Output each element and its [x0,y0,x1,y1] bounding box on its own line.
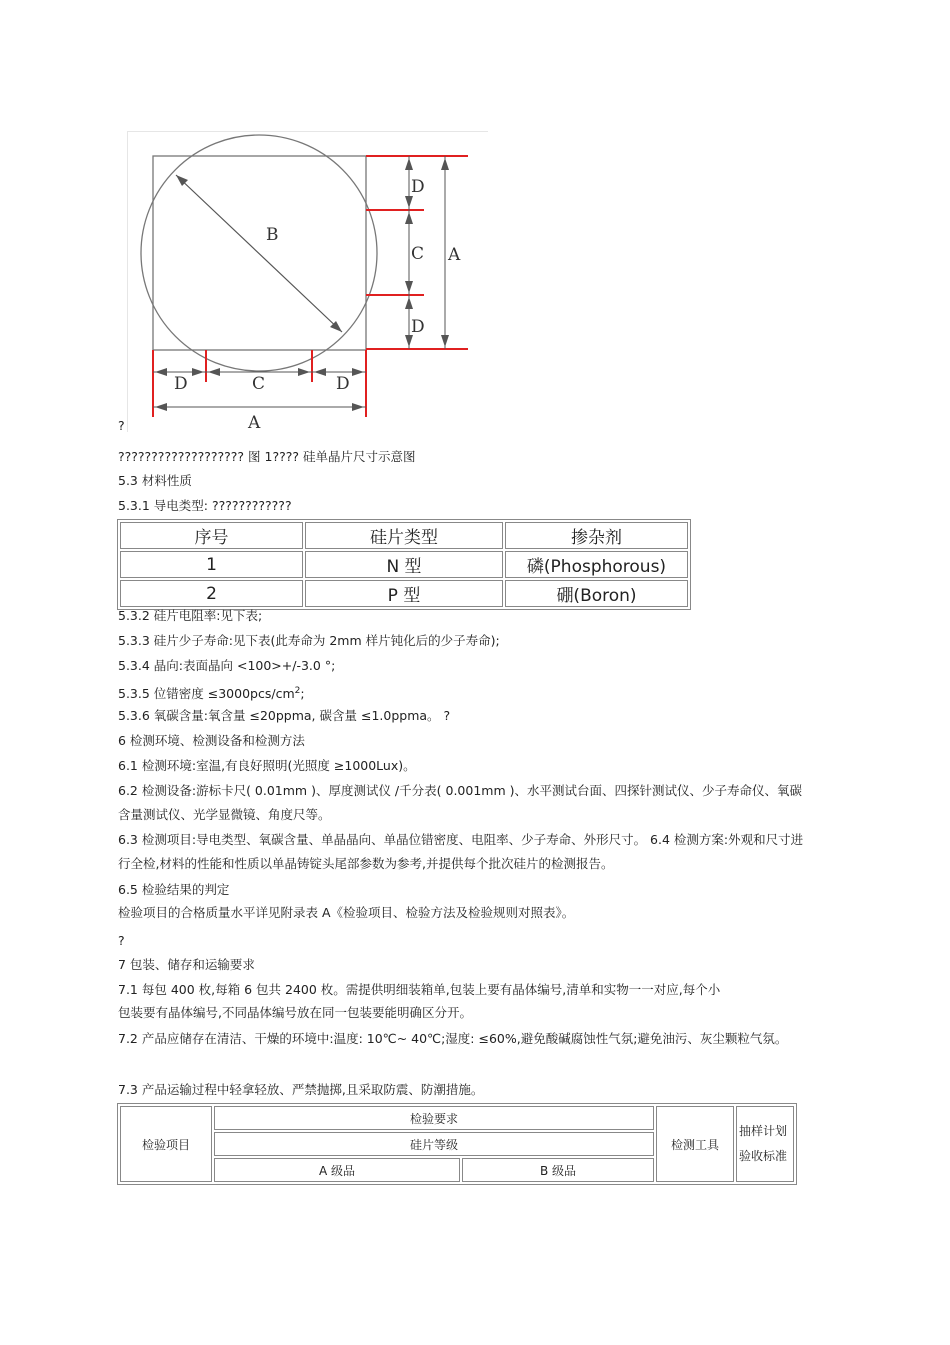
table-cell: P 型 [305,580,503,607]
grade-header: 硅片等级 [214,1132,654,1156]
sampling-header: 抽样计划验收标准 [736,1106,794,1182]
table-cell: 2 [120,580,303,607]
wafer-diagram [128,132,488,432]
label-d-top: D [411,177,425,197]
label-b: B [266,225,279,245]
table-row [120,1106,794,1130]
para-7-1-line2: 包装要有晶体编号,不同晶体编号放在同一包装要能明确区分开。 [118,1005,472,1020]
label-d-left: D [174,374,188,394]
label-a-right: A [448,245,461,265]
item-header: 检验项目 [120,1106,212,1182]
para-5-3-1: 5.3.1 导电类型: ???????????? [118,498,292,513]
figure-marker: ? [118,418,125,433]
table-header-row [120,522,688,549]
table-cell: 磷(Phosphorous) [505,551,688,578]
label-c-right: C [411,244,425,264]
para-6-5: 检验项目的合格质量水平详见附录表 A《检验项目、检验方法及检验规则对照表》。 [118,905,575,920]
question-mark: ? [118,933,125,948]
inspection-table [117,1103,797,1185]
table-cell: 硼(Boron) [505,580,688,607]
heading-6-5: 6.5 检验结果的判定 [118,882,230,897]
para-5-3-5-text: 5.3.5 位错密度 ≤3000pcs/cm [118,686,295,702]
para-5-3-5 [118,683,305,702]
heading-5-3: 5.3 材料性质 [118,473,192,488]
requirement-header: 检验要求 [214,1106,654,1130]
grade-a-header: A 级品 [214,1158,460,1182]
para-5-3-6: 5.3.6 氧碳含量:氧含量 ≤20ppma, 碳含量 ≤1.0ppma。 ? [118,708,451,723]
table-row [120,551,688,578]
header-cell: 掺杂剂 [505,522,688,549]
heading-6: 6 检测环境、检测设备和检测方法 [118,733,305,748]
superscript: 2 [294,686,301,696]
label-a-bottom: A [248,413,261,432]
label-d-bottom: D [411,317,425,337]
header-cell: 硅片类型 [305,522,503,549]
heading-7: 7 包装、储存和运输要求 [118,957,255,972]
table-cell: N 型 [305,551,503,578]
table-row [120,580,688,607]
grade-b-header: B 级品 [462,1158,654,1182]
para-6-1: 6.1 检测环境:室温,有良好照明(光照度 ≥1000Lux)。 [118,758,416,773]
para-5-3-3: 5.3.3 硅片少子寿命:见下表(此寿命为 2mm 样片钝化后的少子寿命); [118,633,500,648]
header-cell: 序号 [120,522,303,549]
conductivity-type-table [117,519,691,610]
para-7-3: 7.3 产品运输过程中轻拿轻放、严禁抛掷,且采取防震、防潮措施。 [118,1082,484,1097]
para-7-1-line1: 7.1 每包 400 枚,每箱 6 包共 2400 枚。需提供明细装箱单,包装上要有晶体编号,清单和实物一一对应,每个小 [118,982,721,997]
para-5-3-4: 5.3.4 晶向:表面晶向 <100>+/-3.0 °; [118,658,336,673]
label-c-bottom: C [252,374,266,394]
wafer-square [153,156,366,350]
para-5-3-5-end: ; [300,686,305,702]
para-5-3-2: 5.3.2 硅片电阻率:见下表; [118,608,263,623]
para-7-2: 7.2 产品应储存在清洁、干燥的环境中:温度: 10℃~ 40℃;湿度: ≤60%,避免酸碱腐蚀性气氛;避免油污、灰尘颗粒气氛。 [118,1031,788,1046]
wafer-dimension-figure [127,131,488,432]
para-6-2: 6.2 检测设备:游标卡尺( 0.01mm )、厚度测试仪 /千分表( 0.001mm )、水平测试台面、四探针测试仪、少子寿命仪、氧碳含量测试仪、光学显微镜、角度尺等。 [118,783,802,822]
figure-caption: ??????????????????? 图 1???? 硅单晶片尺寸示意图 [118,449,416,464]
tool-header: 检测工具 [656,1106,734,1182]
table-cell: 1 [120,551,303,578]
para-6-3: 6.3 检测项目:导电类型、氧碳含量、单晶晶向、单晶位错密度、电阻率、少子寿命、外形尺寸。 6.4 检测方案:外观和尺寸进行全检,材料的性能和性质以单晶铸锭头尾部参数为参考,并提供每个批次硅片的检测报告。 [118,832,804,871]
diagonal-b [176,175,342,332]
label-d-right: D [336,374,350,394]
